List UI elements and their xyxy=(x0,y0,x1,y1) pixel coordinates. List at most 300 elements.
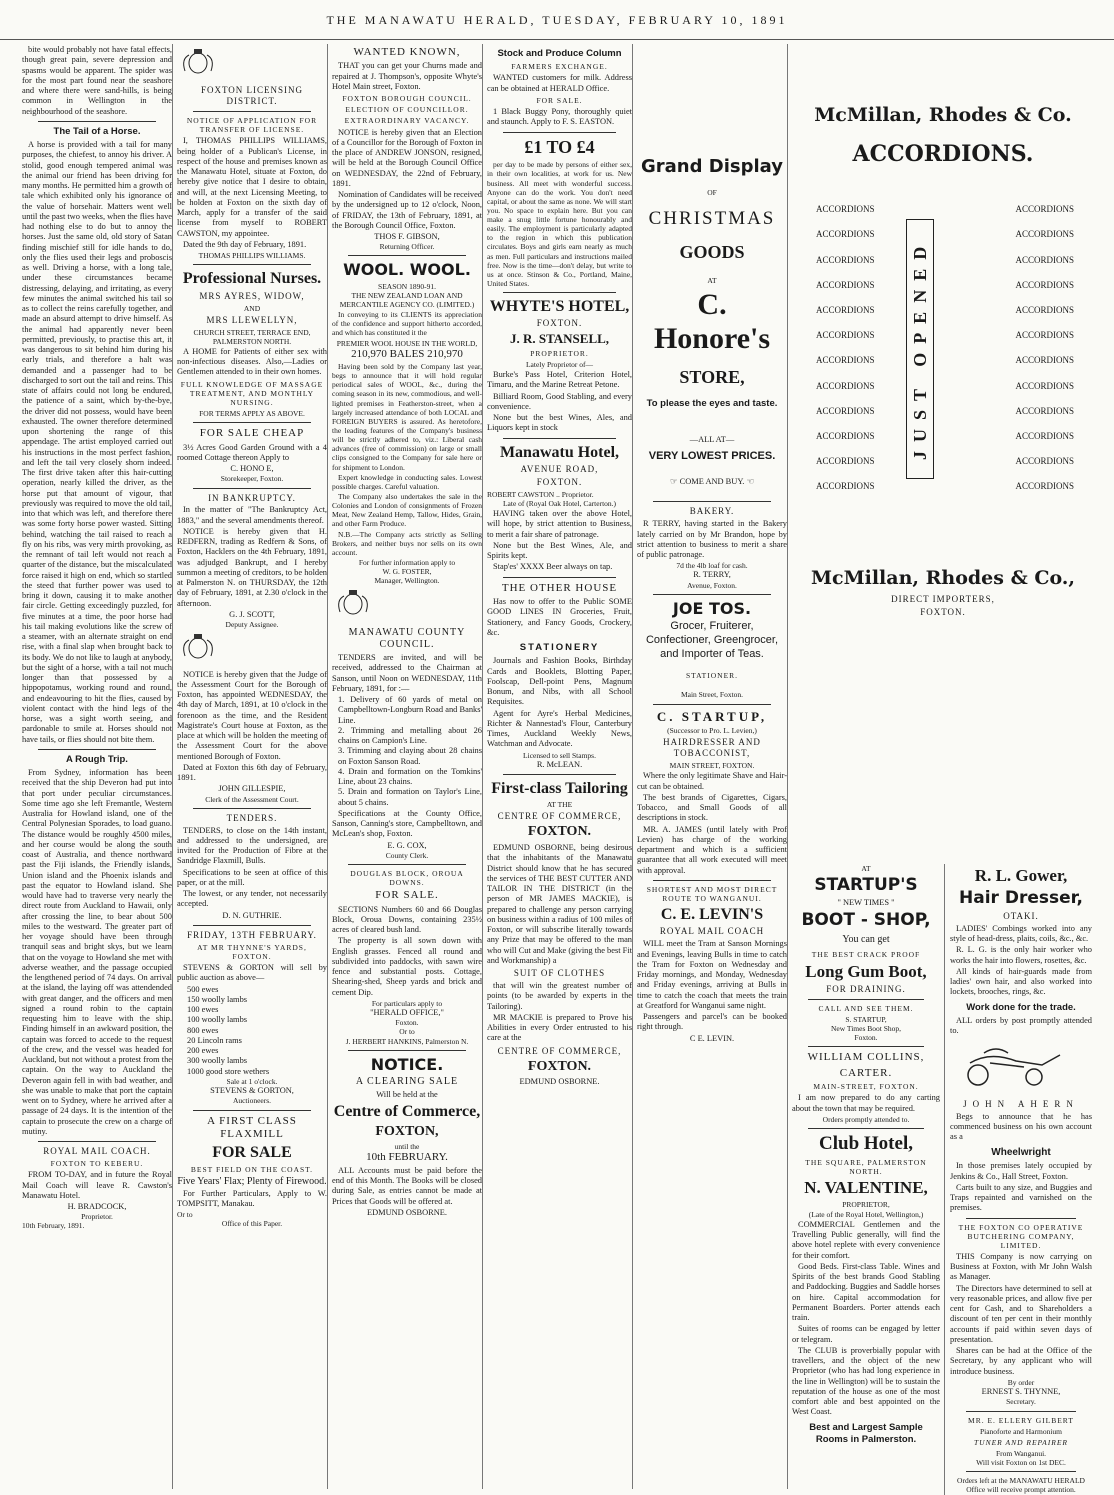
tailoring-foxton: FOXTON. xyxy=(527,824,592,840)
nurses-body: A HOME for Patients of either sex with non-infectious diseases. Also,—Ladies or Gentlemen attended to in their own homes. xyxy=(177,346,327,377)
gilbert-name: MR. E. ELLERY GILBERT xyxy=(968,1415,1074,1425)
grand-display-at: AT xyxy=(707,275,717,285)
royal-mail-role: Proprietor. xyxy=(81,1212,113,1222)
douglas-block-body: SECTIONS Numbers 60 and 66 Douglas Block, Oroua Downs, containing 235½ acres of cleared bush land. xyxy=(332,904,482,935)
county-council-item: 2. Trimming and metalling about 26 chains on Campion's Line. xyxy=(338,725,482,746)
notice-title: NOTICE. xyxy=(370,1054,444,1074)
ahern-body: Begs to announce that he has commenced business on his own account as a xyxy=(950,1111,1092,1142)
tailoring-centre: CENTRE OF COMMERCE, xyxy=(497,811,622,822)
nurses-title: Professional Nurses. xyxy=(182,270,322,288)
manawatu-hotel-town: FOXTON. xyxy=(536,476,583,487)
divider xyxy=(38,749,156,750)
boot-shop-name: New Times Boot Shop, xyxy=(830,1024,902,1034)
douglas-block-title: DOUGLAS BLOCK, OROUA DOWNS. xyxy=(350,868,464,888)
ahern-wheelwright: Wheelwright xyxy=(991,1147,1051,1159)
tenders-body: TENDERS, to close on the 14th instant, and addressed to the undersigned, are invited for the Production of Fibre at the Sandridge Flaxmill, Bulls. xyxy=(177,825,327,866)
borough-council-title: FOXTON BOROUGH COUNCIL. xyxy=(342,94,472,104)
mcmillan-title: McMillan, Rhodes & Co. xyxy=(814,104,1072,126)
bakery-address: Avenue, Foxton. xyxy=(687,580,737,590)
ahern-carts: Carts built to any size, and Buggies and Traps repainted and varnished on the premises. xyxy=(950,1182,1092,1213)
buggy-pony: 1 Black Buggy Pony, thoroughly quiet and staunch. Apply to F. S. EASTON. xyxy=(487,107,632,127)
royal-mail-title: ROYAL MAIL COACH. xyxy=(43,1146,151,1157)
accordion-word: ACCORDIONS xyxy=(1015,380,1074,391)
accordion-word: ACCORDIONS xyxy=(1015,279,1074,290)
gower-town: OTAKI. xyxy=(1003,910,1039,921)
county-council-item: 1. Delivery of 60 yards of metal on Campbelltown-Longburn Road and Banks' Line. xyxy=(338,695,482,725)
spider-article-end: bite would probably not have fatal effects, though great pain, severe depression and spasms would be apparent. The spider was for the most part found near the seashore and where there were sand-hills, is being common in Wellington in the neighbourhood of the seashore. xyxy=(22,45,172,116)
accordions-right-list xyxy=(1015,197,1074,499)
county-council-item: 5. Drain and formation on Taylor's Line, about 5 chains. xyxy=(338,787,482,807)
divider xyxy=(653,880,771,881)
column-3 xyxy=(327,44,482,1489)
startup-hair-address: MAIN STREET, FOXTON. xyxy=(669,761,755,771)
auction-time: Sale at 1 o'clock. xyxy=(226,1076,278,1086)
collins-body: I am now prepared to do any carting about the town that may be required. xyxy=(792,1093,940,1113)
column-4 xyxy=(482,44,632,1489)
nurses-name-1: MRS AYRES, WIDOW, xyxy=(199,290,305,301)
royal-crest-icon xyxy=(332,588,374,618)
cooperative-signature: ERNEST S. THYNNE, xyxy=(981,1387,1061,1397)
wool-also: The Company also undertakes the sale in the Colonies and London of consignments of Frozen Meat, New Zealand Hemp, Tallow, Hides, Grain, and other Farm Produce. xyxy=(332,492,482,529)
boot-call: CALL AND SEE THEM. xyxy=(818,1003,914,1013)
just-opened-box xyxy=(906,219,934,479)
royal-mail-route: FOXTON TO KEBERU. xyxy=(50,1159,144,1169)
notice-body: ALL Accounts must be paid before the end of this Month. The Books will be closed during Sale, as entries cannot be made at Prices that Goods will be offered at. xyxy=(332,1165,482,1206)
tenders-spec: Specifications to be seen at office of this paper, or at the mill. xyxy=(177,867,327,887)
stationery-body: Journals and Fashion Books, Birthday Cards and Booklets, Blotting Paper, Foolscap, Dell-point Pens, Magnum Bonum, and Nibs, with all School Requisites. xyxy=(487,656,632,707)
grand-display-title: Grand Display xyxy=(641,156,783,177)
divider xyxy=(966,1411,1076,1412)
accordion-word: ACCORDIONS xyxy=(816,405,875,416)
notice-centre: Centre of Commerce, xyxy=(333,1103,481,1121)
stationery-stamps: Licensed to sell Stamps. xyxy=(523,750,596,760)
boot-at: AT xyxy=(861,864,871,873)
column-1 xyxy=(22,44,172,1489)
horse-tail-headline: The Tail of a Horse. xyxy=(53,125,141,137)
divider xyxy=(966,1218,1076,1219)
levin-coach-passengers: Passengers and parcel's can be booked right through. xyxy=(637,1012,787,1032)
accordion-word: ACCORDIONS xyxy=(1015,355,1074,366)
manawatu-hotel-road: AVENUE ROAD, xyxy=(520,463,599,474)
manawatu-hotel-late: Late of (Royal Oak Hotel, Carterton.) xyxy=(502,498,617,508)
assessment-court-date: Dated at Foxton this 6th day of February, 1891. xyxy=(177,762,327,783)
manawatu-hotel-beer: Stap'es' XXXX Beer always on tap. xyxy=(493,562,613,572)
nurses-terms: FOR TERMS APPLY AS ABOVE. xyxy=(199,409,305,419)
startup-boot-shop-ad xyxy=(792,864,940,1448)
levin-coach-name: C. E. LEVIN'S xyxy=(660,906,764,924)
wool-company: THE NEW ZEALAND LOAN AND MERCANTILE AGENCY CO. (LIMITED.) xyxy=(339,290,475,309)
joe-tos-title: JOE TOS. xyxy=(672,598,752,618)
divider xyxy=(503,292,616,293)
accordion-word: ACCORDIONS xyxy=(1015,481,1074,492)
mcmillan-title-2: McMillan, Rhodes & Co., xyxy=(810,567,1076,590)
whytes-hotel-history: Burke's Pass Hotel, Criterion Hotel, Timaru, and the Marine Retreat Petone. xyxy=(487,370,632,390)
joe-tos-stationer: STATIONER. xyxy=(685,671,739,681)
accordion-word: ACCORDIONS xyxy=(1015,330,1074,341)
accordion-word: ACCORDIONS xyxy=(816,279,875,290)
county-council-item: 4. Drain and formation on the Tomkins' Line, about 23 chains. xyxy=(338,766,482,787)
notice-held: Will be held at the xyxy=(376,1090,438,1100)
notice-date: 10th FEBRUARY. xyxy=(366,1151,448,1164)
tailoring-foxton-2: FOXTON. xyxy=(527,1058,592,1074)
divider xyxy=(38,121,156,122)
stock-produce-title: Stock and Produce Column xyxy=(497,48,622,59)
for-sale-cheap-role: Storekeeper, Foxton. xyxy=(220,474,284,484)
gower-body: LADIES' Combings worked into any style of head-dress, plaits, coils, &c., &c. xyxy=(950,923,1092,943)
county-council-body: TENDERS are invited, and will be received, addressed to the Chairman at Sanson, until Noon on WEDNESDAY, 11th February, 1891, for :— xyxy=(332,653,482,693)
tailoring-body: EDMUND OSBORNE, being desirous that the inhabitants of the Manawatu District should know that he has secured the services of THE BEST CUTTER AND TAILOR IN THE DISTRICT (in the person of MR JAMES MACKIE), is prepared to challenge any person carrying on business within a radius of 100 miles of Foxton, or will subscribe literally towards any Prize that may be offered to the man who will Cut and Make (giving the best Fit and Workmanship) a xyxy=(487,843,632,965)
wool-season: SEASON 1890-91. xyxy=(378,281,436,291)
cooperative-body: THIS Company is now carrying on Business at Foxton, with Mr John Walsh as Manager. xyxy=(950,1251,1092,1282)
accordion-word: ACCORDIONS xyxy=(816,481,875,492)
notice-signature: EDMUND OSBORNE. xyxy=(366,1207,448,1217)
flaxmill-years: Five Years' Flax; Plenty of Firewood. xyxy=(177,1175,327,1187)
column-5 xyxy=(632,44,787,1489)
accordion-word: ACCORDIONS xyxy=(1015,254,1074,265)
assessment-court-body: NOTICE is hereby given that the Judge of the Assessment Court for the Borough of Foxton, has appointed WEDNESDAY, the 4th day of March, 1891, at 10 o'clock in the forenoon as the time, and the Resident Magistrate's Court house at Foxton, as the place at which will be holden the meeting of the Assessment Court for the above mentioned Borough of Foxton. xyxy=(177,669,327,761)
boot-you-can-get: You can get xyxy=(842,934,890,946)
auction-lot: 150 woolly lambs xyxy=(187,994,248,1004)
auction-lot: 800 ewes xyxy=(187,1025,219,1035)
other-house-body: Has now to offer to the Public SOME GOOD LINES IN Groceries, Fruit, Stationery, and Fancy Goods, Crockery, &c. xyxy=(487,597,632,637)
bankruptcy-signature: G. J. SCOTT, xyxy=(229,609,275,619)
gower-role: Hair Dresser, xyxy=(959,888,1083,909)
wool-intro: In conveying to its CLIENTS its appreciation of the confidence and support hitherto accorded, and which has constituted it the xyxy=(332,310,482,338)
gower-name: R. L. Gower, xyxy=(974,866,1068,885)
tailoring-suit: SUIT OF CLOTHES xyxy=(513,968,606,979)
auction-lot: 20 Lincoln rams xyxy=(187,1035,242,1045)
wool-info: For further information apply to xyxy=(358,558,456,567)
club-hotel-beds: Good Beds. First-class Table. Wines and Spirits of the best brands Good Stabling and Paddocking. Buggies and Saddle horses on hire. Capital accommodation for Permanent Boarders. Porter attends each train. xyxy=(792,1261,940,1323)
county-council-item: 3. Trimming and claying about 28 chains on Foxton Sanson Road. xyxy=(338,746,482,766)
accordion-word: ACCORDIONS xyxy=(816,330,875,341)
divider xyxy=(193,111,311,112)
gilbert-orders: Orders left at the MANAWATU HERALD Office will receive prompt attention. xyxy=(957,1476,1085,1495)
collins-role: CARTER. xyxy=(839,1066,893,1079)
flaxmill-title: A FIRST CLASS FLAXMILL xyxy=(207,1114,297,1140)
manawatu-hotel-title: Manawatu Hotel, xyxy=(499,443,620,461)
auction-lot-list xyxy=(177,985,327,1077)
carriage-icon xyxy=(950,1043,1070,1087)
accordion-word: ACCORDIONS xyxy=(816,431,875,442)
flaxmill-best-field: BEST FIELD ON THE COAST. xyxy=(190,1164,314,1174)
divider xyxy=(503,774,616,775)
whytes-hotel-billiards: Billiard Room, Good Stabling, and every convenience. xyxy=(487,391,632,411)
cooperative-title: THE FOXTON CO OPERATIVE BUTCHERING COMPANY, LIMITED. xyxy=(958,1222,1084,1250)
tailoring-centre-2: CENTRE OF COMMERCE, xyxy=(497,1045,622,1056)
divider xyxy=(503,132,616,133)
accordions-headline: ACCORDIONS. xyxy=(852,140,1034,167)
gilbert-visit: Will visit Foxton on 1st DEC. xyxy=(976,1458,1066,1468)
auction-lot: 200 ewes xyxy=(187,1046,219,1056)
accordion-word: ACCORDIONS xyxy=(1015,204,1074,215)
assessment-court-signature: JOHN GILLESPIE, xyxy=(218,784,286,794)
for-sale-cheap-title: FOR SALE CHEAP xyxy=(199,427,305,440)
boot-draining: FOR DRAINING. xyxy=(826,983,906,994)
divider xyxy=(503,577,616,578)
boot-gum: Long Gum Boot, xyxy=(805,961,927,981)
royal-mail-date: 10th February, 1891. xyxy=(22,1221,85,1231)
divider xyxy=(653,501,771,502)
club-hotel-club: The CLUB is proverbially popular with travellers, and the object of the new Proprietor (who has had long experience in the line in Wellington) will be to sustain the reputation of the house as one of the most comfort able and best appointed on the West Coast. xyxy=(792,1345,940,1417)
tenders-title: TENDERS. xyxy=(226,812,278,823)
wanted-known-title: WANTED KNOWN, xyxy=(353,46,461,58)
ahern-name: JOHN AHERN xyxy=(963,1098,1079,1109)
divider xyxy=(348,1050,466,1051)
bakery-loaf: 7d the 4lb loaf for cash. xyxy=(676,561,748,571)
whytes-hotel-town: FOXTON. xyxy=(536,318,583,329)
whytes-hotel-late: Lately Proprietor of— xyxy=(525,360,594,370)
flaxmill-for-sale: FOR SALE xyxy=(212,1144,292,1162)
accordion-word: ACCORDIONS xyxy=(816,229,875,240)
accordion-word: ACCORDIONS xyxy=(816,204,875,215)
club-hotel-address: THE SQUARE, PALMERSTON NORTH. xyxy=(805,1157,927,1176)
tailoring-signature: EDMUND OSBORNE. xyxy=(519,1077,600,1087)
auction-lot: 300 woolly lambs xyxy=(187,1056,248,1066)
just-opened-label: JUST OPENED xyxy=(910,238,930,461)
douglas-block-foxton: Foxton. xyxy=(395,1018,419,1028)
grand-display-store-name: C. Honore's xyxy=(653,287,771,356)
cooperative-body-2: The Directors have determined to sell at very reasonable prices, and allow five per cent for Cash, and to Shareholders a discount of ten per cent in their monthly accounts if paid within seven days of presentation. xyxy=(950,1283,1092,1344)
manawatu-hotel-proprietor: ROBERT CAWSTON .. Proprietor. xyxy=(487,489,594,499)
stock-for-sale: FOR SALE. xyxy=(536,95,583,105)
county-council-signature: E. G. COX, xyxy=(387,840,427,850)
nurses-knowledge: FULL KNOWLEDGE OF MASSAGE TREATMENT, AND MONTHLY NURSING. xyxy=(180,379,324,407)
royal-mail-signature: H. BRADCOCK, xyxy=(67,1202,127,1212)
gower-trade: Work done for the trade. xyxy=(966,1001,1076,1013)
cooperative-order: By order xyxy=(1007,1377,1035,1387)
grand-display-goods: GOODS xyxy=(679,241,745,262)
tailoring-at: AT THE xyxy=(546,800,573,810)
accordion-word: ACCORDIONS xyxy=(1015,456,1074,467)
licensing-subtitle: NOTICE OF APPLICATION FOR TRANSFER OF LICENSE. xyxy=(186,116,318,135)
county-council-spec: Specifications at the County Office, Sanson, Canning's store, Campbelltown, and McLean's shop, Foxton. xyxy=(332,808,482,839)
joe-tos-address: Main Street, Foxton. xyxy=(680,690,744,700)
divider xyxy=(193,1110,311,1111)
flaxmill-apply: For Further Particulars, Apply to W. TOMPSITT, Manakau. xyxy=(177,1188,327,1209)
notice-until: until the xyxy=(394,1142,420,1152)
divider xyxy=(193,422,311,423)
borough-council-body: NOTICE is hereby given that an Election of a Councillor for the Borough of Foxton in the place of ANDREW JONSON, resigned, will be held at the Borough Council Office on WEDNESDAY, the 22nd of February, 1891. xyxy=(332,127,482,188)
wool-title: WOOL. WOOL. xyxy=(343,260,471,280)
whytes-hotel-title: WHYTE'S HOTEL, xyxy=(489,298,630,316)
collins-name: WILLIAM COLLINS, xyxy=(807,1051,925,1064)
gilbert-from: From Wanganui. xyxy=(995,1448,1047,1458)
wool-premier: PREMIER WOOL HOUSE IN THE WORLD, xyxy=(336,338,478,348)
accordion-word: ACCORDIONS xyxy=(1015,405,1074,416)
for-sale-cheap-body: 3½ Acres Good Garden Ground with a 4 roomed Cottage thereon Apply to xyxy=(177,442,327,462)
licensing-date: Dated the 9th day of February, 1891. xyxy=(183,239,307,249)
levin-coach-signature: C E. LEVIN. xyxy=(689,1033,735,1043)
collins-address: MAIN-STREET, FOXTON. xyxy=(813,1082,919,1092)
masthead: THE MANAWATU HERALD, TUESDAY, FEBRUARY 10, 1891 xyxy=(0,0,1114,40)
startup-hair-trade: HAIRDRESSER AND TOBACCONIST, xyxy=(663,737,761,759)
milk-wanted: WANTED customers for milk. Address can be obtained at HERALD Office. xyxy=(487,73,632,93)
accordion-word: ACCORDIONS xyxy=(1015,305,1074,315)
whytes-hotel-proprietor-name: J. R. STANSELL, xyxy=(509,331,610,347)
nurses-and: AND xyxy=(243,303,261,313)
wool-nb: N.B.—The Company acts strictly as Selling Brokers, and neither buys nor sells on its own account. xyxy=(332,529,482,557)
column-6 xyxy=(787,44,1092,1495)
licensing-title: FOXTON LICENSING DISTRICT. xyxy=(200,85,304,107)
boot-new-times: " NEW TIMES " xyxy=(837,897,895,907)
startup-hair-brands: The best brands of Cigarettes, Cigars, Tobacco, and Small Goods of all descriptions in stock. xyxy=(637,792,787,823)
collins-orders: Orders promptly attended to. xyxy=(822,1114,910,1124)
club-hotel-suites: Suites of rooms can be engaged by letter or telegram. xyxy=(792,1324,940,1344)
assessment-court-role: Clerk of the Assessment Court. xyxy=(205,794,299,804)
borough-council-nomination: Nomination of Candidates will be received by the undersigned up to 12 o'clock, Noon, of FRIDAY, the 13th of February, 1891, at the Borough Council Office, Foxton. xyxy=(332,190,482,230)
stationery-agent: Agent for Ayre's Herbal Medicines, Richter & Nannestad's Flour, Canterbury Times, Auckland Weekly News, Watchman and Advocate. xyxy=(487,708,632,749)
boot-shop: BOOT - SHOP, xyxy=(801,909,931,930)
club-hotel-title: Club Hotel, xyxy=(819,1133,913,1155)
club-hotel-proprietor-name: N. VALENTINE, xyxy=(804,1178,928,1198)
divider xyxy=(966,1471,1076,1472)
stationery-title: STATIONERY xyxy=(519,642,600,654)
borough-council-election: ELECTION OF COUNCILLOR. xyxy=(345,105,469,115)
cooperative-shares: Shares can be had at the Office of the Secretary, by any applicant who will introduce business. xyxy=(950,1346,1092,1376)
boot-crack-proof: THE BEST CRACK PROOF xyxy=(811,950,921,960)
earnings-headline: £1 TO £4 xyxy=(524,136,595,157)
startup-hair-james: MR. A. JAMES (until lately with Prof Levien) has charge of the working department and which is a sufficient guarantee that all work executed will meet with approval. xyxy=(637,824,787,875)
grand-display-christmas: CHRISTMAS xyxy=(648,207,776,229)
grand-display-please: To please the eyes and taste. xyxy=(646,398,778,410)
licensing-body: I, THOMAS PHILLIPS WILLIAMS, being holder of a Publican's License, in respect of the house and premises known as the Manawatu Hotel, situate at Foxton, do hereby give notice that I desire to obtain, and will, at the next Licensing Meeting, to be holden at Foxton on the sixth day of March, apply for a transfer of the said license from myself to ROBERT CAWSTON, my appointee. xyxy=(177,136,327,238)
boot-town: Foxton. xyxy=(854,1033,878,1043)
levin-coach-body: WILL meet the Tram at Sanson Mornings and Evenings, leaving Bulls in time to catch the Tram for Foxton on Wednesday and Friday mornings, and Monday, Wednesday and Friday evenings, arriving at Bulls in time to catch the coach that meets the train at Greatford for Wanganui same night. xyxy=(637,939,787,1010)
divider xyxy=(193,808,311,809)
gilbert-tuner: TUNER AND REPAIRER xyxy=(974,1437,1068,1447)
grand-display-lowest: VERY LOWEST PRICES. xyxy=(648,449,776,462)
accordions-left-list xyxy=(816,197,875,499)
divider xyxy=(193,264,311,265)
startup-hair-successor: (Successor to Pro. L. Levien,) xyxy=(667,726,757,736)
gower-only: R. L. G. is the only hair worker who works the hair into flowers, rosettes, &c. xyxy=(950,945,1092,965)
auction-signature: STEVENS & GORTON, xyxy=(210,1086,294,1096)
tenders-lowest: The lowest, or any tender, not necessarily accepted. xyxy=(177,889,327,909)
wool-body: Having been sold by the Company last year, begs to announce that it will hold regular periodical sales of WOOL, &c., during the coming season in its new, commodious, and well-lighted premises in Featherston-street, when a largely increased attendance of both LOCAL and FOREIGN BUYERS is assured. As heretofore, the leading features of the Company's business will be strictly adhered to, viz.: Liberal cash advances (free of commission) on large or small clips consigned to the Company for sale here or for shipment to London. xyxy=(332,362,482,472)
auction-lot: 1000 good store wethers xyxy=(187,1066,270,1076)
wool-signature: W. G. FOSTER, xyxy=(382,567,432,577)
royal-crest-icon xyxy=(177,632,219,662)
divider xyxy=(808,1046,924,1047)
bankruptcy-title: IN BANKRUPTCY. xyxy=(208,492,296,503)
gower-orders: ALL orders by post promptly attended to. xyxy=(950,1015,1092,1036)
manawatu-hotel-wines: None but the Best Wines, Ale, and Spirits kept. xyxy=(487,540,632,561)
startup-hair-shave: Where the only legitimate Shave and Hair-cut can be obtained. xyxy=(637,771,787,791)
whytes-hotel-liquors: None but the best Wines, Ales, and Liquors kept in stock xyxy=(487,413,632,433)
levin-coach-route: SHORTEST AND MOST DIRECT ROUTE TO WANGANUI. xyxy=(646,884,778,904)
divider xyxy=(348,864,466,865)
wool-bales: 210,970 BALES 210,970 xyxy=(351,347,463,360)
gilbert-role: Pianoforte and Harmonium xyxy=(979,1426,1063,1436)
wool-expert: Expert knowledge in conducting sales. Lowest possible charges. Careful valuation. xyxy=(332,472,482,491)
douglas-block-for-sale: FOR SALE. xyxy=(375,889,439,902)
farmers-exchange: FARMERS EXCHANGE. xyxy=(511,62,608,72)
royal-mail-body: FROM TO-DAY, and in future the Royal Mail Coach will leave R. Cawston's Manawatu Hotel. xyxy=(22,1170,172,1200)
bankruptcy-role: Deputy Assignee. xyxy=(225,620,279,630)
accordion-word: ACCORDIONS xyxy=(1015,229,1074,240)
column-2 xyxy=(172,44,327,1489)
accordion-word: ACCORDIONS xyxy=(1015,431,1074,442)
boot-startup: STARTUP'S xyxy=(814,875,918,896)
accordion-word: ACCORDIONS xyxy=(816,254,875,265)
flaxmill-or: Or to xyxy=(177,1210,193,1220)
for-sale-cheap-signature: C. HONO E, xyxy=(230,464,274,474)
horse-tail-body: A horse is provided with a tail for many purposes, the chiefest, to annoy his driver. A stolid, good enough tempered animal was the animal our friend has been driving for many months. He permitted him a growth of tale which exhibited only his ignorance of the value of horsehair. Matters went well until the past two weeks, when the flies have had nothing else to do but to annoy the horses. Just the same old, old story of Satan finding mischief still for idle hands to do, only the flies used their legs and proboscis as well. Driving a horse, with a long tale, under these circumstances became distressing, delaying, and irritating, as every few minutes the animal switched his tail so as to collect the reins carefully together, and made an absurd attempt to drive himself. As the animal had apparently never been permitted, previously, to practise this art, it was dangerous to sit behind him during his early trials, and therefore a halt was demanded and a passenger had to be discharged to sort out the tail and reins. This state of affairs could not long be endured, the patience of a saint, which by-the-bye, the driver did not possess, would have been exhausted. The owner therefore determined upon shortening the range of this appendage. The artist employed carried out his instructions in the most perfect fashion, and left the tail very closely shorn indeed. The first drive taken after this hair-cutting operation, nearly killed the driver, as the horse put that amount of vigour, that previously was required to move the old tail, into that which was left, and therefore there was some forty horse power wasted. Sitting behind, watching the tail raised to reach a fly on his ribs, was very mirth provoking, as the remnant of tail left would not reach a quarter of the distance, but the miscalculated force raised it high on end, which so startled the steed that further power was used to bring it down, causing it to make another fair circle. Getting exceedingly puzzled, for five minutes at a time, the poor horse had his tail making evolutions like the screw of a steamer, with an alternate straight on end rise, with a final slap when brought back to its body. We do not like to laugh at anybody, but the sight of a horse, with a tail not much longer than that possessed by a hippopotamus, working round and round, and endeavouring to hit the flies, caused by violent contact with the hind legs of the horse, was a sight worth seeing, and pardonable to smile at. Horses should not have tails, or flies should not bite them. xyxy=(22,140,173,744)
county-council-role: County Clerk. xyxy=(385,850,429,860)
divider xyxy=(38,1141,156,1142)
boot-signature: S. STARTUP, xyxy=(845,1015,887,1024)
ahern-premises: In those premises lately occupied by Jenkins & Co., Hall Street, Foxton. xyxy=(950,1161,1092,1181)
notice-clearing-sale: A CLEARING SALE xyxy=(355,1075,459,1087)
royal-crest-icon xyxy=(177,47,219,77)
grand-display-store: STORE, xyxy=(679,366,745,387)
joe-tos-grocer: Grocer, Fruiterer, Confectioner, Greengrocer, and Importer of Teas. xyxy=(645,620,779,660)
notice-foxton: FOXTON, xyxy=(375,1123,439,1139)
gower-kinds: All kinds of hair-guards made from ladies' own hair, and also worked into lockets, brooches, rings, &c. xyxy=(950,966,1092,997)
tailoring-body-2: that will win the greatest number of points (to be awarded by experts in the Tailoring). xyxy=(487,981,632,1011)
levin-coach-title: ROYAL MAIL COACH xyxy=(659,926,765,937)
divider xyxy=(193,488,311,489)
divider xyxy=(193,925,311,926)
county-council-title: MANAWATU COUNTY COUNCIL. xyxy=(348,626,466,650)
club-hotel-sample-rooms: Best and Largest Sample Rooms in Palmerston. xyxy=(809,1421,923,1445)
club-hotel-proprietor: PROPRIETOR, xyxy=(842,1200,890,1210)
divider xyxy=(808,1128,924,1129)
tenders-signature: D. N. GUTHRIE. xyxy=(222,910,282,920)
nurses-address: CHURCH STREET, TERRACE END, PALMERSTON NORTH. xyxy=(193,327,311,346)
manawatu-hotel-body: HAVING taken over the above Hotel, will hope, by strict attention to Business, to merit a fair share of patronage. xyxy=(487,509,632,539)
auction-lot: 100 woolly lambs xyxy=(187,1015,248,1025)
rough-trip-headline: A Rough Trip. xyxy=(66,753,128,765)
grand-display-come: ☞ COME AND BUY. ☜ xyxy=(670,477,754,487)
divider xyxy=(348,255,466,256)
accordion-word: ACCORDIONS xyxy=(816,355,875,366)
licensing-signature: THOMAS PHILLIPS WILLIAMS. xyxy=(198,251,306,261)
bankruptcy-body: NOTICE is hereby given that H. REDFERN, trading as Redfern & Sons, of Foxton, Hacklers on the 4th February, 1891, was adjudged Bankrupt, and I hereby summon a meeting of creditors, to be holden at Palmerston N. on THURSDAY, the 12th day of February, 1891, at 2.30 o'clock in the afternoon. xyxy=(177,526,327,608)
accordion-word: ACCORDIONS xyxy=(816,380,875,391)
tailoring-mackie: MR MACKIE is prepared to Prove his Abilities in every Order entrusted to his care at the xyxy=(487,1012,632,1043)
douglas-block-body-2: The property is all sown down with English grasses. Fenced all round and subdivided into paddocks, with sawn wire fence and substantial posts. Cottage, Shearing-shed, Sheep yards and brick and cement Dip. xyxy=(332,936,482,997)
divider xyxy=(653,594,771,595)
divider xyxy=(653,704,771,705)
club-hotel-late: (Late of the Royal Hotel, Wellington,) xyxy=(808,1209,924,1219)
wanted-known-body: THAT you can get your Churns made and repaired at J. Thompson's, opposite Whyte's Hotel Main street, Foxton. xyxy=(332,61,482,91)
bankruptcy-intro: In the matter of "The Bankruptcy Act, 1883," and the several amendments thereof. xyxy=(177,505,327,525)
douglas-block-herald: "HERALD OFFICE," xyxy=(370,1008,444,1018)
mcmillan-town: FOXTON. xyxy=(920,606,966,617)
borough-council-signature: THOS F. GIBSON, xyxy=(374,232,440,242)
bakery-signature: R. TERRY, xyxy=(693,570,731,580)
wool-role: Manager, Wellington. xyxy=(374,576,440,586)
auction-place: AT MR THYNNE'S YARDS, FOXTON. xyxy=(197,942,307,962)
auction-date: FRIDAY, 13TH FEBRUARY. xyxy=(187,929,317,940)
nurses-name-2: MRS LLEWELLYN, xyxy=(206,314,298,325)
tailoring-title: First-class Tailoring xyxy=(491,780,628,798)
auction-lot: 500 ewes xyxy=(187,984,219,994)
county-council-list xyxy=(332,695,482,808)
whytes-hotel-proprietor: PROPRIETOR. xyxy=(530,348,589,358)
stationery-signature: R. McLEAN. xyxy=(536,759,583,769)
other-house-title: THE OTHER HOUSE xyxy=(501,581,618,594)
flaxmill-office: Office of this Paper. xyxy=(221,1219,283,1229)
douglas-block-particulars: For particulars apply to xyxy=(371,998,443,1008)
rough-trip-body: From Sydney, information has been received that the ship Deveron had put into that port under peculiar circumstances. Some time ago she left Fremantle, Western Australia for Howland island, one of the Central Polynesian Sporades, to load guano. The distance would be roughly 4500 miles, and her course would be along the south coast of Australia, and thence northward past the Fiji islands, the Friendly islands, Union island and the Phoenix islands and past the equator to Howland island. She would have had to traverse very nearly the direct route from Auckland to Hawaii, only after crossing the line, to bear about 500 miles to the westward. The greater part of her voyage should have been through tranquil seas and bright skys, but we learn that on the voyage to Howland she met with adverse weather, and the passage occupied the lengthened period of 74 days. On arrival at the island, the laying off was attendended with great danger, and the officers and men signed a round robin to the captain requesting him to leave with the ship. Finding himself in an awkward position, the captain was forced to accede to the request of the crew, and the vessel was headed for Auckland, but not without a protest from the captain. On the way to Auckland the Deveron again fell in with bad weather, and she was unable to make that port the captain went on to Sydney, where he arrived after a passage of 24 days. It is the intention of the captain to prosecute the crew on a charge of mutiny. xyxy=(22,768,172,1136)
borough-council-role: Returning Officer. xyxy=(379,242,435,252)
divider xyxy=(808,999,924,1000)
earnings-body: per day to be made by persons of either sex, in their own localities, at work for us. New business. All meet with wonderful success. Anyone can do the work. You don't need capital, or about the same as none. We will start you. No space to explain here. But you can make a snug little fortune honourably and easily. The employment is particularly adapted to the region in which this publication circulates. Boys and girls earn nearly as much as men. Full particulars and instructions mailed free. Now is the time—don't delay, but write to us at once. Stinson & Co., Portland, Maine, United States. xyxy=(487,160,632,289)
accordion-word: ACCORDIONS xyxy=(816,456,875,467)
